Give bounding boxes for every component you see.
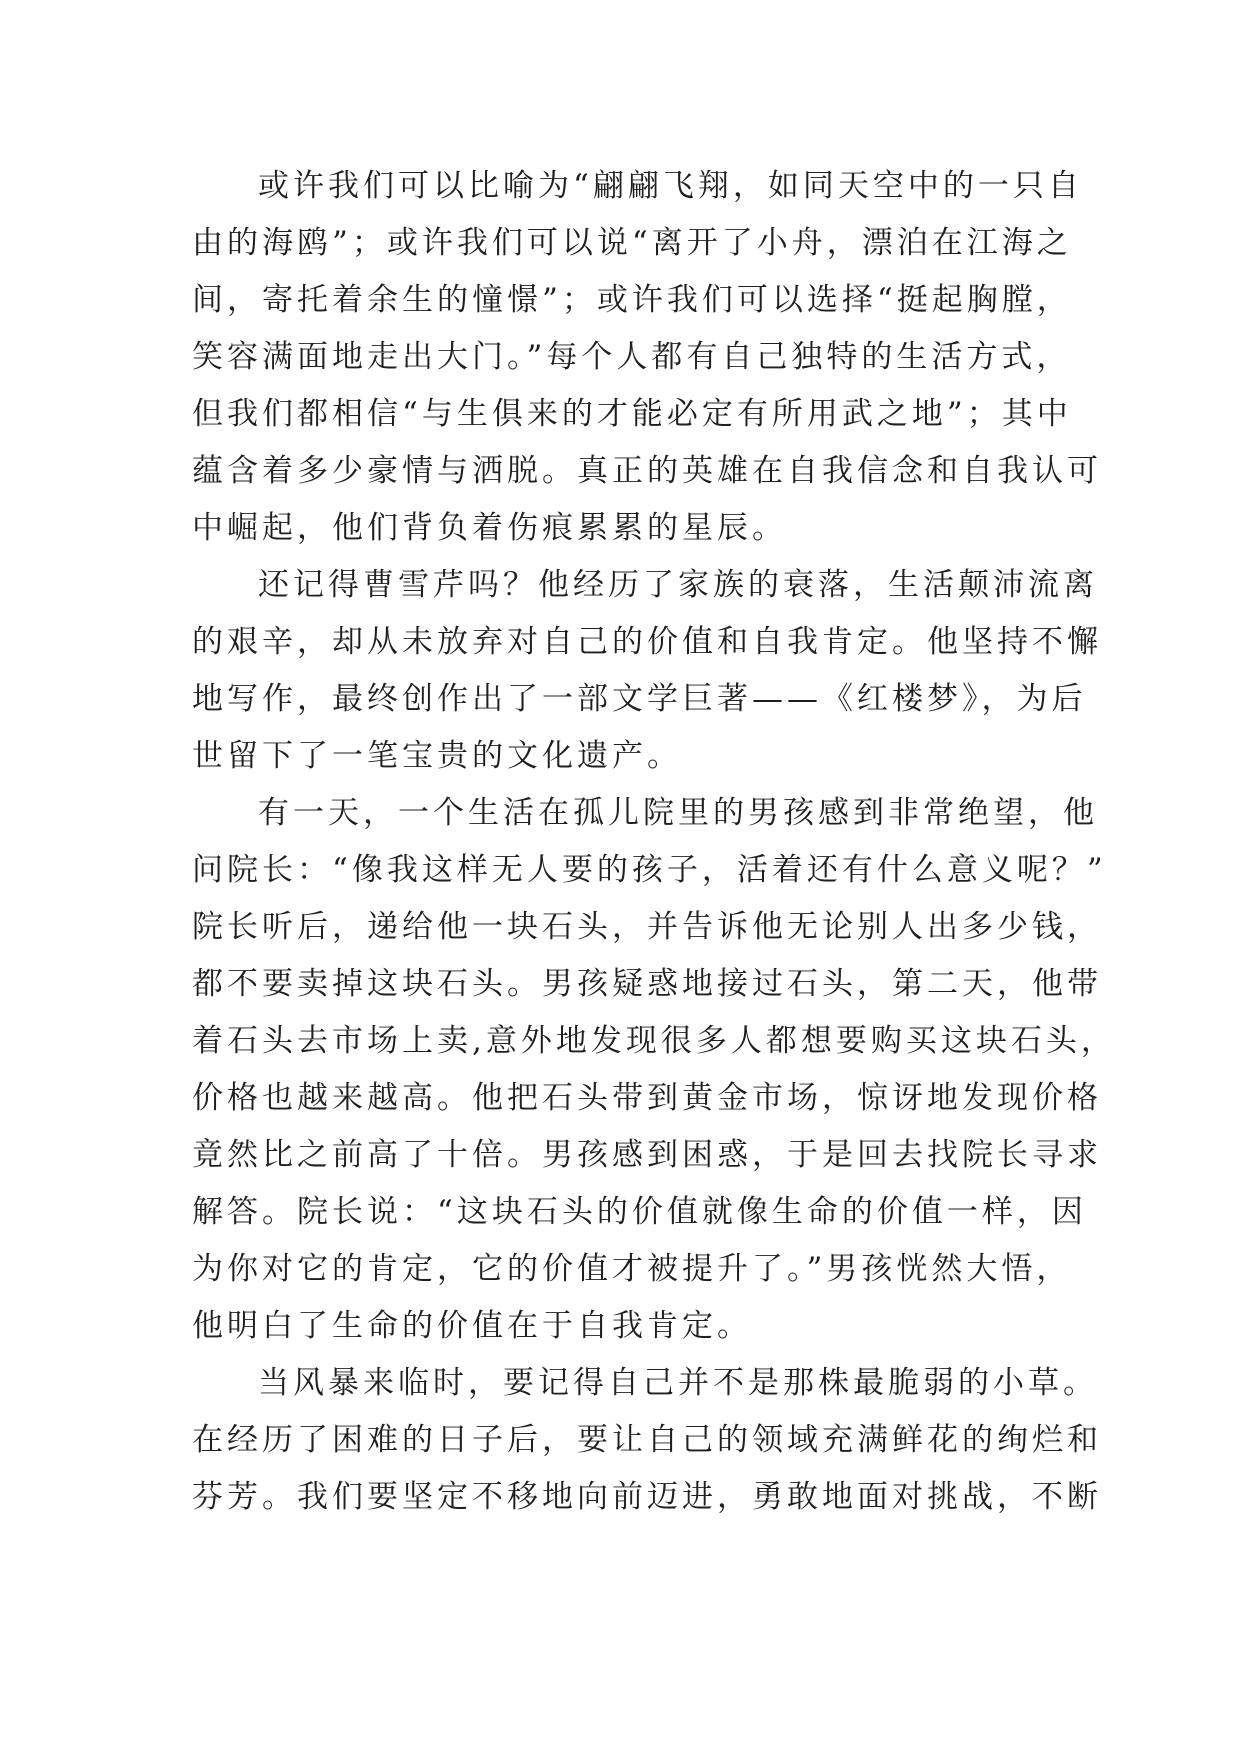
- text-line: 当风暴来临时，要记得自己并不是那株最脆弱的小草。: [258, 1365, 1098, 1401]
- text-line: 还记得曹雪芹吗？他经历了家族的衰落，生活颠沛流离: [258, 567, 1098, 603]
- text-line: 或许我们可以比喻为“翩翩飞翔，如同天空中的一只自: [258, 168, 1083, 204]
- paragraph-4: [192, 1355, 1102, 1526]
- paragraph-1: [192, 158, 1102, 557]
- text-line: 地写作，最终创作出了一部文学巨著——《红楼梦》，为后: [192, 681, 1087, 717]
- text-line: 为你对它的肯定，它的价值才被提升了。”男孩恍然大悟，: [192, 1251, 1072, 1287]
- text-line: 着石头去市场上卖,意外地发现很多人都想要购买这块石头，: [192, 1023, 1116, 1059]
- text-line: 间，寄托着余生的憧憬”；或许我们可以选择“挺起胸膛，: [192, 282, 1072, 318]
- text-line: 芬芳。我们要坚定不移地向前迈进，勇敢地面对挑战，不断: [192, 1479, 1102, 1515]
- text-line: 在经历了困难的日子后，要让自己的领域充满鲜花的绚烂和: [192, 1422, 1102, 1458]
- text-line: 由的海鸥”；或许我们可以说“离开了小舟，漂泊在江海之: [192, 225, 1072, 261]
- text-line: 都不要卖掉这块石头。男孩疑惑地接过石头，第二天，他带: [192, 966, 1102, 1002]
- text-line: 的艰辛，却从未放弃对自己的价值和自我肯定。他坚持不懈: [192, 624, 1102, 660]
- text-line: 价格也越来越高。他把石头带到黄金市场，惊讶地发现价格: [192, 1080, 1102, 1116]
- text-line: 中崛起，他们背负着伤痕累累的星辰。: [192, 510, 787, 546]
- body-text: [192, 158, 1116, 1526]
- paragraph-3: [192, 785, 1116, 1355]
- text-line: 竟然比之前高了十倍。男孩感到困惑，于是回去找院长寻求: [192, 1137, 1102, 1173]
- text-line: 有一天，一个生活在孤儿院里的男孩感到非常绝望，他: [258, 795, 1098, 831]
- text-line: 解答。院长说：“这块石头的价值就像生命的价值一样，因: [192, 1194, 1087, 1230]
- text-line: 但我们都相信“与生俱来的才能必定有所用武之地”；其中: [192, 396, 1072, 432]
- text-line: 院长听后，递给他一块石头，并告诉他无论别人出多少钱，: [192, 909, 1102, 945]
- text-line: 笑容满面地走出大门。”每个人都有自己独特的生活方式，: [192, 339, 1072, 375]
- paragraph-2: [192, 557, 1102, 785]
- text-line: 世留下了一笔宝贵的文化遗产。: [192, 738, 682, 774]
- text-line: 他明白了生命的价值在于自我肯定。: [192, 1308, 752, 1344]
- text-line: 问院长：“像我这样无人要的孩子，活着还有什么意义呢？”: [192, 852, 1107, 888]
- text-line: 蕴含着多少豪情与洒脱。真正的英雄在自我信念和自我认可: [192, 453, 1102, 489]
